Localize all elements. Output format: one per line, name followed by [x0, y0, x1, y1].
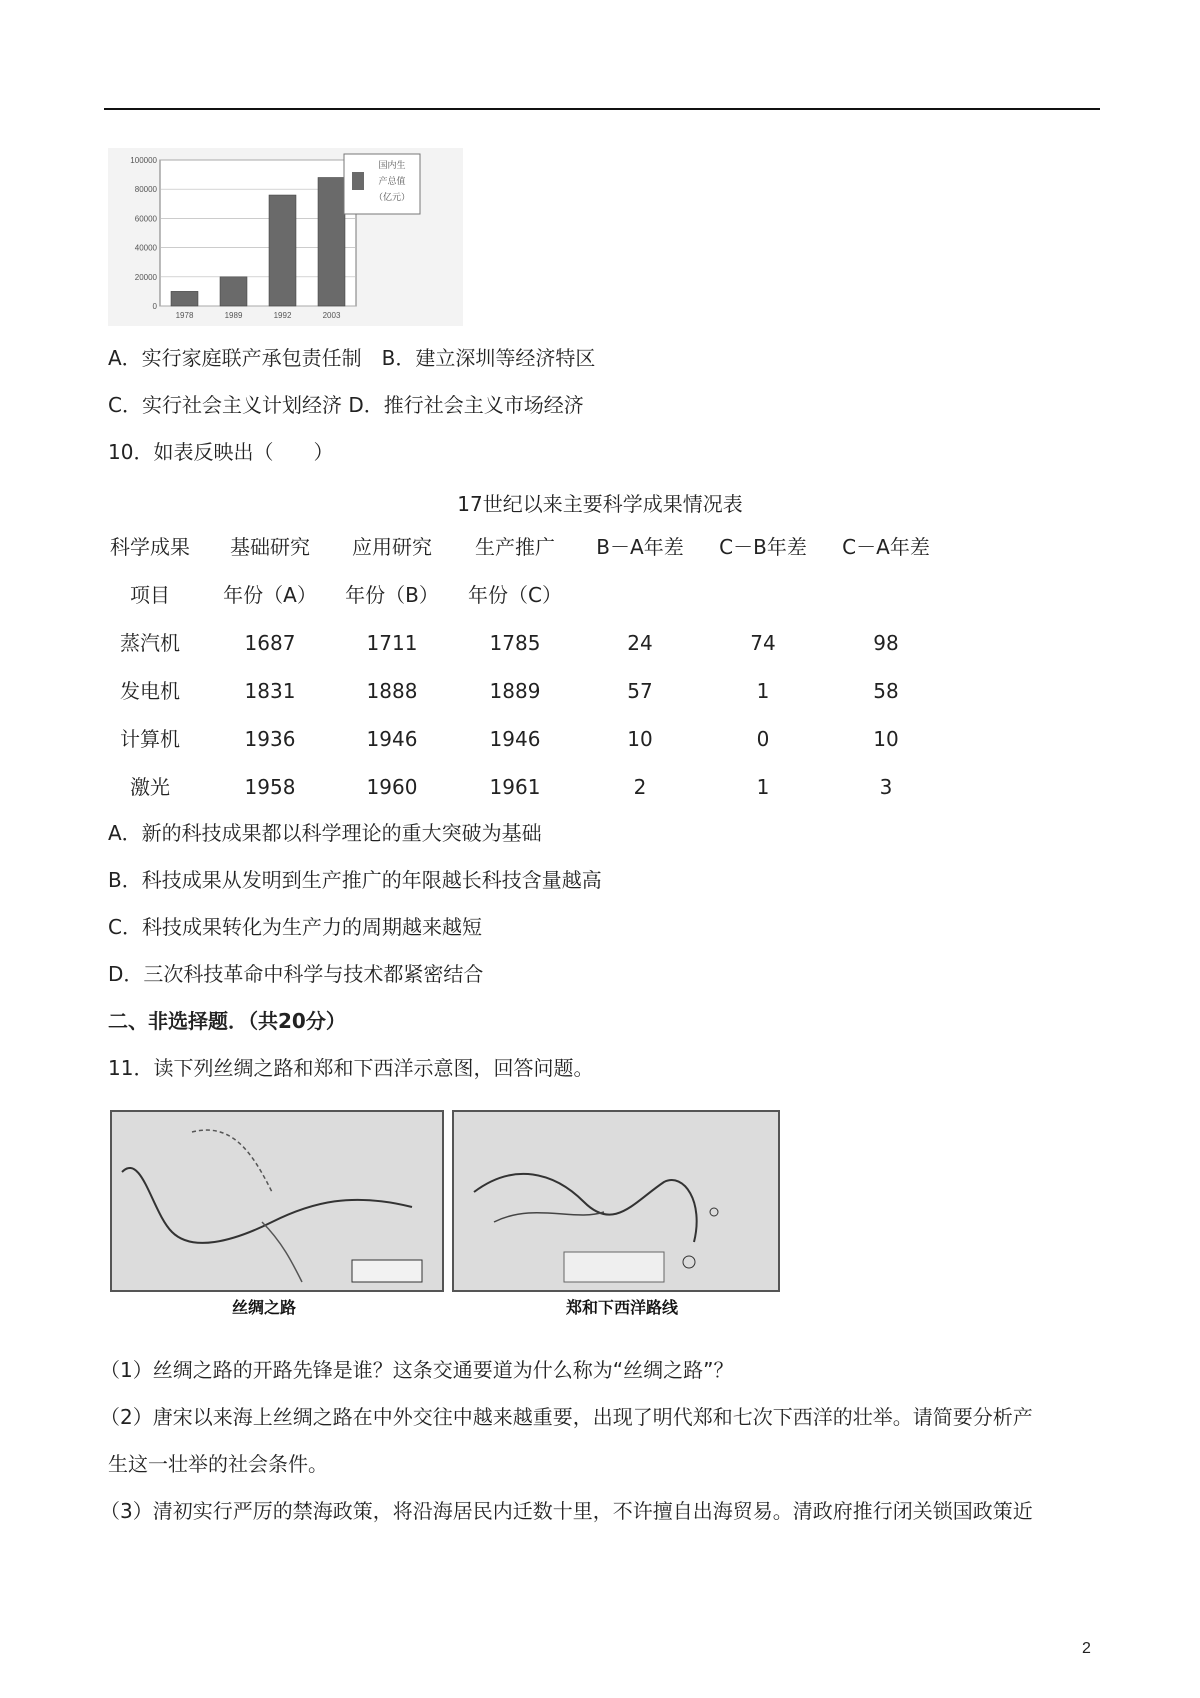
legend-label: 国内生 [378, 161, 406, 171]
y-tick-label: 60000 [134, 214, 157, 224]
table-cell: 10 [627, 727, 653, 751]
y-tick-label: 80000 [134, 185, 157, 195]
table-cell: 3 [879, 775, 893, 799]
table-cell: 计算机 [120, 727, 180, 751]
zheng-he-map [452, 1110, 780, 1292]
table-cell: 2 [633, 775, 647, 799]
table-cell: 1961 [489, 775, 541, 799]
zheng-he-map-label: 郑和下西洋路线 [566, 1298, 679, 1317]
bar [318, 178, 345, 306]
q10-stem: 10．如表反映出（ ） [108, 440, 334, 464]
y-tick-label: 100000 [130, 156, 157, 165]
table-cell: 蒸汽机 [120, 631, 180, 655]
table-cell: 1946 [366, 727, 418, 751]
table-title: 17世纪以来主要科学成果情况表 [457, 492, 743, 516]
table-cell: 10 [873, 727, 899, 751]
table-cell: 1785 [489, 631, 541, 655]
table-cell: 1687 [244, 631, 296, 655]
table-cell: 74 [750, 631, 776, 655]
table-cell: 0 [756, 727, 770, 751]
section-heading: 二、非选择题．（共20分） [108, 1009, 346, 1033]
page-number: 2 [1082, 1640, 1091, 1657]
y-tick-label: 40000 [134, 243, 157, 253]
q11-stem: 11．读下列丝绸之路和郑和下西洋示意图，回答问题。 [108, 1056, 594, 1080]
x-tick-label: 1989 [224, 311, 243, 320]
legend-label: 产总值 [378, 177, 406, 187]
bar [171, 291, 198, 306]
bar [269, 195, 296, 306]
q9-option-line-2: C．实行社会主义计划经济 D．推行社会主义市场经济 [108, 393, 584, 417]
q10-option-a: A．新的科技成果都以科学理论的重大突破为基础 [108, 821, 542, 845]
table-cell: 1958 [244, 775, 296, 799]
q11-sub2b: 生这一壮举的社会条件。 [108, 1452, 328, 1476]
bar [220, 277, 247, 306]
table-subheader-cell: 年份（A） [223, 583, 317, 607]
table-header-cell: 基础研究 [230, 535, 310, 559]
q9-option-line-1: A．实行家庭联产承包责任制 B．建立深圳等经济特区 [108, 346, 596, 370]
q10-option-c: C．科技成果转化为生产力的周期越来越短 [108, 915, 482, 939]
table-cell: 1 [756, 775, 770, 799]
x-tick-label: 2003 [322, 311, 341, 320]
table-header-cell: 科学成果 [110, 535, 190, 559]
table-header-cell: B－A年差 [596, 535, 684, 559]
table-cell: 激光 [130, 775, 170, 799]
table-cell: 57 [627, 679, 653, 703]
table-cell: 1889 [489, 679, 541, 703]
legend-swatch [352, 172, 364, 190]
table-subheader-cell: 年份（C） [468, 583, 562, 607]
table-cell: 1888 [366, 679, 418, 703]
table-cell: 1831 [244, 679, 296, 703]
y-tick-label: 20000 [134, 272, 157, 282]
table-cell: 1711 [366, 631, 418, 655]
table-header-cell: 生产推广 [475, 535, 555, 559]
table-header-cell: 应用研究 [352, 535, 432, 559]
table-cell: 1 [756, 679, 770, 703]
silk-road-map-label: 丝绸之路 [232, 1298, 297, 1317]
table-header-cell: C－A年差 [842, 535, 930, 559]
q10-option-b: B．科技成果从发明到生产推广的年限越长科技含量越高 [108, 868, 602, 892]
table-cell: 58 [873, 679, 899, 703]
q11-sub1: （1）丝绸之路的开路先锋是谁？这条交通要道为什么称为“丝绸之路”？ [100, 1358, 734, 1382]
table-header-cell: C－B年差 [719, 535, 807, 559]
q11-sub2a: （2）唐宋以来海上丝绸之路在中外交往中越来越重要，出现了明代郑和七次下西洋的壮举。请简要分析产 [100, 1405, 1033, 1429]
q11-sub3: （3）清初实行严厉的禁海政策，将沿海居民内迁数十里，不许擅自出海贸易。清政府推行闭关锁国政策近 [100, 1499, 1033, 1523]
q10-option-d: D．三次科技革命中科学与技术都紧密结合 [108, 962, 484, 986]
table-cell: 24 [627, 631, 653, 655]
table-cell: 1946 [489, 727, 541, 751]
table-cell: 发电机 [120, 679, 180, 703]
legend-label: （亿元） [373, 193, 411, 203]
table-subheader-cell: 项目 [130, 583, 170, 607]
x-tick-label: 1978 [175, 311, 194, 320]
table-cell: 98 [873, 631, 899, 655]
table-cell: 1936 [244, 727, 296, 751]
y-tick-label: 0 [152, 302, 157, 311]
header-rule [104, 108, 1100, 110]
x-tick-label: 1992 [273, 311, 292, 320]
table-subheader-cell: 年份（B） [345, 583, 439, 607]
table-cell: 1960 [366, 775, 418, 799]
silk-road-map [110, 1110, 444, 1292]
gdp-bar-chart [108, 148, 463, 326]
